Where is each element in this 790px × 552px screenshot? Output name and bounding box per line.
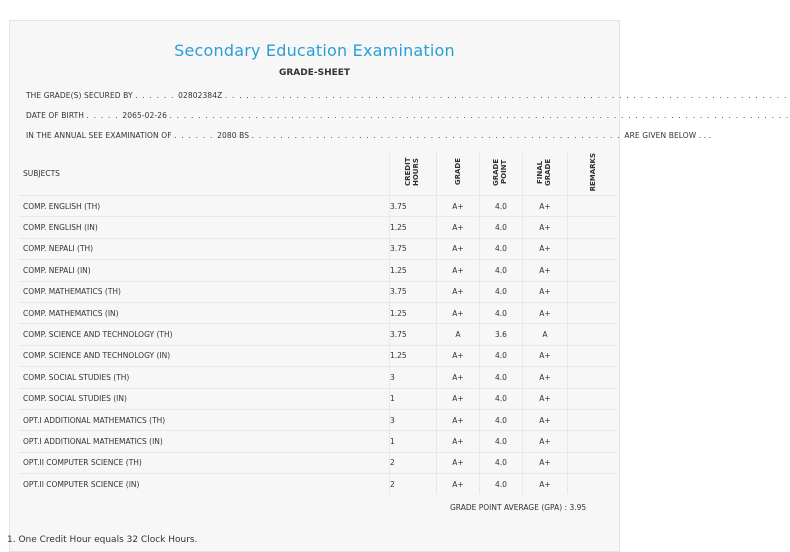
final-grade-cell: A+ bbox=[523, 196, 568, 217]
page-title: Secondary Education Examination bbox=[174, 41, 455, 60]
grade-header-label: GRADE bbox=[454, 158, 462, 186]
grade-point-cell: 4.0 bbox=[480, 345, 523, 366]
table-row bbox=[19, 302, 617, 323]
remarks-cell bbox=[568, 409, 618, 430]
grade-cell: A+ bbox=[437, 409, 480, 430]
final-grade-cell: A+ bbox=[523, 238, 568, 259]
credit-hours-cell: 2 bbox=[390, 474, 437, 495]
remarks-cell bbox=[568, 196, 618, 217]
grade-cell: A+ bbox=[437, 238, 480, 259]
final-grade-cell: A+ bbox=[523, 281, 568, 302]
credit-hours-cell: 3.75 bbox=[390, 281, 437, 302]
subjects-header: SUBJECTS bbox=[23, 168, 60, 178]
grade-cell: A+ bbox=[437, 388, 480, 409]
subject-cell: OPT.II COMPUTER SCIENCE (TH) bbox=[19, 452, 390, 473]
remarks-cell bbox=[568, 302, 618, 323]
subject-cell: COMP. ENGLISH (TH) bbox=[19, 196, 390, 217]
grade-cell: A+ bbox=[437, 302, 480, 323]
table-row bbox=[19, 260, 617, 281]
grade-cell: A+ bbox=[437, 260, 480, 281]
grade-header bbox=[437, 151, 480, 196]
remarks-cell bbox=[568, 281, 618, 302]
grade-point-cell: 4.0 bbox=[480, 302, 523, 323]
secured-by-line: THE GRADE(S) SECURED BY . . . . . . 02802384Z . . . . . . . . . . . . . . . . . . . . . . . . . . . . . . . . . . . . . . . . . . . . . . . . . . . . . . . . . . . . . . . . . . . . . . . . . . . . . . . bbox=[26, 91, 788, 100]
grade-point-header-label: GRADE POINT bbox=[492, 158, 508, 186]
grade-cell: A+ bbox=[437, 452, 480, 473]
gpa-line bbox=[450, 503, 586, 512]
credit-hours-cell: 3 bbox=[390, 367, 437, 388]
grade-sheet bbox=[9, 20, 790, 552]
final-grade-header-label: FINAL GRADE bbox=[536, 158, 552, 186]
grade-point-cell: 4.0 bbox=[480, 388, 523, 409]
remarks-cell bbox=[568, 260, 618, 281]
final-grade-cell: A bbox=[523, 324, 568, 345]
dob-line: DATE OF BIRTH . . . . . 2065-02-26 . . . . . . . . . . . . . . . . . . . . . . . . . . . . . . . . . . . . . . . . . . . . . . . . . . . . . . . . . . . . . . . . . . . . . . . . . . . . . . . . . . . . . . . bbox=[26, 111, 790, 120]
table-row bbox=[19, 324, 617, 345]
grade-point-cell: 4.0 bbox=[480, 196, 523, 217]
grade-point-cell: 4.0 bbox=[480, 474, 523, 495]
subject-cell: OPT.I ADDITIONAL MATHEMATICS (TH) bbox=[19, 409, 390, 430]
subject-cell: COMP. MATHEMATICS (TH) bbox=[19, 281, 390, 302]
exam-label: IN THE ANNUAL SEE EXAMINATION OF bbox=[26, 131, 172, 140]
remarks-cell bbox=[568, 452, 618, 473]
remarks-cell bbox=[568, 217, 618, 238]
final-grade-header bbox=[523, 151, 568, 196]
final-grade-cell: A+ bbox=[523, 409, 568, 430]
grade-point-header bbox=[480, 151, 523, 196]
grades-table bbox=[19, 151, 617, 494]
grade-point-cell: 4.0 bbox=[480, 260, 523, 281]
grade-cell: A+ bbox=[437, 345, 480, 366]
subject-cell: COMP. SCIENCE AND TECHNOLOGY (IN) bbox=[19, 345, 390, 366]
remarks-header-label: REMARKS bbox=[588, 152, 597, 192]
grade-cell: A+ bbox=[437, 474, 480, 495]
grade-cell: A+ bbox=[437, 367, 480, 388]
final-grade-cell: A+ bbox=[523, 217, 568, 238]
credit-hours-cell: 3.75 bbox=[390, 196, 437, 217]
grade-point-cell: 4.0 bbox=[480, 431, 523, 452]
grade-cell: A+ bbox=[437, 281, 480, 302]
remarks-cell bbox=[568, 431, 618, 452]
credit-hours-cell: 1.25 bbox=[390, 217, 437, 238]
grade-cell: A bbox=[437, 324, 480, 345]
remarks-cell bbox=[568, 238, 618, 259]
grade-cell: A+ bbox=[437, 217, 480, 238]
remarks-cell bbox=[568, 324, 618, 345]
exam-line: IN THE ANNUAL SEE EXAMINATION OF . . . . . . 2080 BS . . . . . . . . . . . . . . . . . . . . . . . . . . . . . . . . . . . . . . . . . . . . . . . . . . . . ARE GIVEN BELOW . . . bbox=[26, 131, 712, 140]
remarks-cell bbox=[568, 367, 618, 388]
table-row bbox=[19, 409, 617, 430]
credit-hours-cell: 1.25 bbox=[390, 260, 437, 281]
subject-cell: OPT.I ADDITIONAL MATHEMATICS (IN) bbox=[19, 431, 390, 452]
gpa-value: 3.95 bbox=[569, 503, 587, 512]
exam-suffix: ARE GIVEN BELOW . . . bbox=[624, 131, 712, 140]
table-row bbox=[19, 367, 617, 388]
secured-by-label: THE GRADE(S) SECURED BY bbox=[26, 91, 133, 100]
subject-cell: COMP. NEPALI (TH) bbox=[19, 238, 390, 259]
subject-cell: OPT.II COMPUTER SCIENCE (IN) bbox=[19, 474, 390, 495]
subject-cell: COMP. MATHEMATICS (IN) bbox=[19, 302, 390, 323]
subject-cell: COMP. SOCIAL STUDIES (TH) bbox=[19, 367, 390, 388]
dob-label: DATE OF BIRTH bbox=[26, 111, 85, 120]
grade-point-cell: 3.6 bbox=[480, 324, 523, 345]
grade-point-cell: 4.0 bbox=[480, 409, 523, 430]
table-header-row bbox=[19, 151, 617, 196]
page-subtitle: GRADE-SHEET bbox=[278, 68, 351, 78]
dob-value: 2065-02-26 bbox=[122, 111, 167, 120]
credit-hours-header-label: CREDIT HOURS bbox=[404, 157, 420, 187]
subject-cell: COMP. SOCIAL STUDIES (IN) bbox=[19, 388, 390, 409]
exam-value: 2080 BS bbox=[217, 131, 250, 140]
credit-hour-footnote: 1. One Credit Hour equals 32 Clock Hours. bbox=[7, 535, 198, 545]
grade-point-cell: 4.0 bbox=[480, 452, 523, 473]
subject-cell: COMP. SCIENCE AND TECHNOLOGY (TH) bbox=[19, 324, 390, 345]
table-row bbox=[19, 431, 617, 452]
remarks-cell bbox=[568, 388, 618, 409]
table-row bbox=[19, 281, 617, 302]
final-grade-cell: A+ bbox=[523, 474, 568, 495]
credit-hours-cell: 3.75 bbox=[390, 324, 437, 345]
subject-cell: COMP. NEPALI (IN) bbox=[19, 260, 390, 281]
table-row bbox=[19, 452, 617, 473]
final-grade-cell: A+ bbox=[523, 367, 568, 388]
grade-cell: A+ bbox=[437, 196, 480, 217]
secured-by-value: 02802384Z bbox=[178, 91, 223, 100]
table-row bbox=[19, 345, 617, 366]
grade-cell: A+ bbox=[437, 431, 480, 452]
credit-hours-cell: 1 bbox=[390, 388, 437, 409]
credit-hours-cell: 2 bbox=[390, 452, 437, 473]
remarks-cell bbox=[568, 474, 618, 495]
table-row bbox=[19, 474, 617, 495]
table-row bbox=[19, 196, 617, 217]
table-row bbox=[19, 238, 617, 259]
final-grade-cell: A+ bbox=[523, 452, 568, 473]
gpa-label: GRADE POINT AVERAGE (GPA) : bbox=[450, 503, 568, 512]
grade-point-cell: 4.0 bbox=[480, 281, 523, 302]
credit-hours-cell: 1 bbox=[390, 431, 437, 452]
final-grade-cell: A+ bbox=[523, 260, 568, 281]
final-grade-cell: A+ bbox=[523, 431, 568, 452]
credit-hours-header bbox=[390, 151, 437, 196]
credit-hours-cell: 3.75 bbox=[390, 238, 437, 259]
credit-hours-cell: 1.25 bbox=[390, 302, 437, 323]
credit-hours-cell: 1.25 bbox=[390, 345, 437, 366]
subject-cell: COMP. ENGLISH (IN) bbox=[19, 217, 390, 238]
remarks-header bbox=[568, 151, 618, 196]
grade-point-cell: 4.0 bbox=[480, 238, 523, 259]
grade-point-cell: 4.0 bbox=[480, 367, 523, 388]
table-row bbox=[19, 217, 617, 238]
final-grade-cell: A+ bbox=[523, 345, 568, 366]
grade-point-cell: 4.0 bbox=[480, 217, 523, 238]
final-grade-cell: A+ bbox=[523, 302, 568, 323]
credit-hours-cell: 3 bbox=[390, 409, 437, 430]
table-row bbox=[19, 388, 617, 409]
remarks-cell bbox=[568, 345, 618, 366]
final-grade-cell: A+ bbox=[523, 388, 568, 409]
